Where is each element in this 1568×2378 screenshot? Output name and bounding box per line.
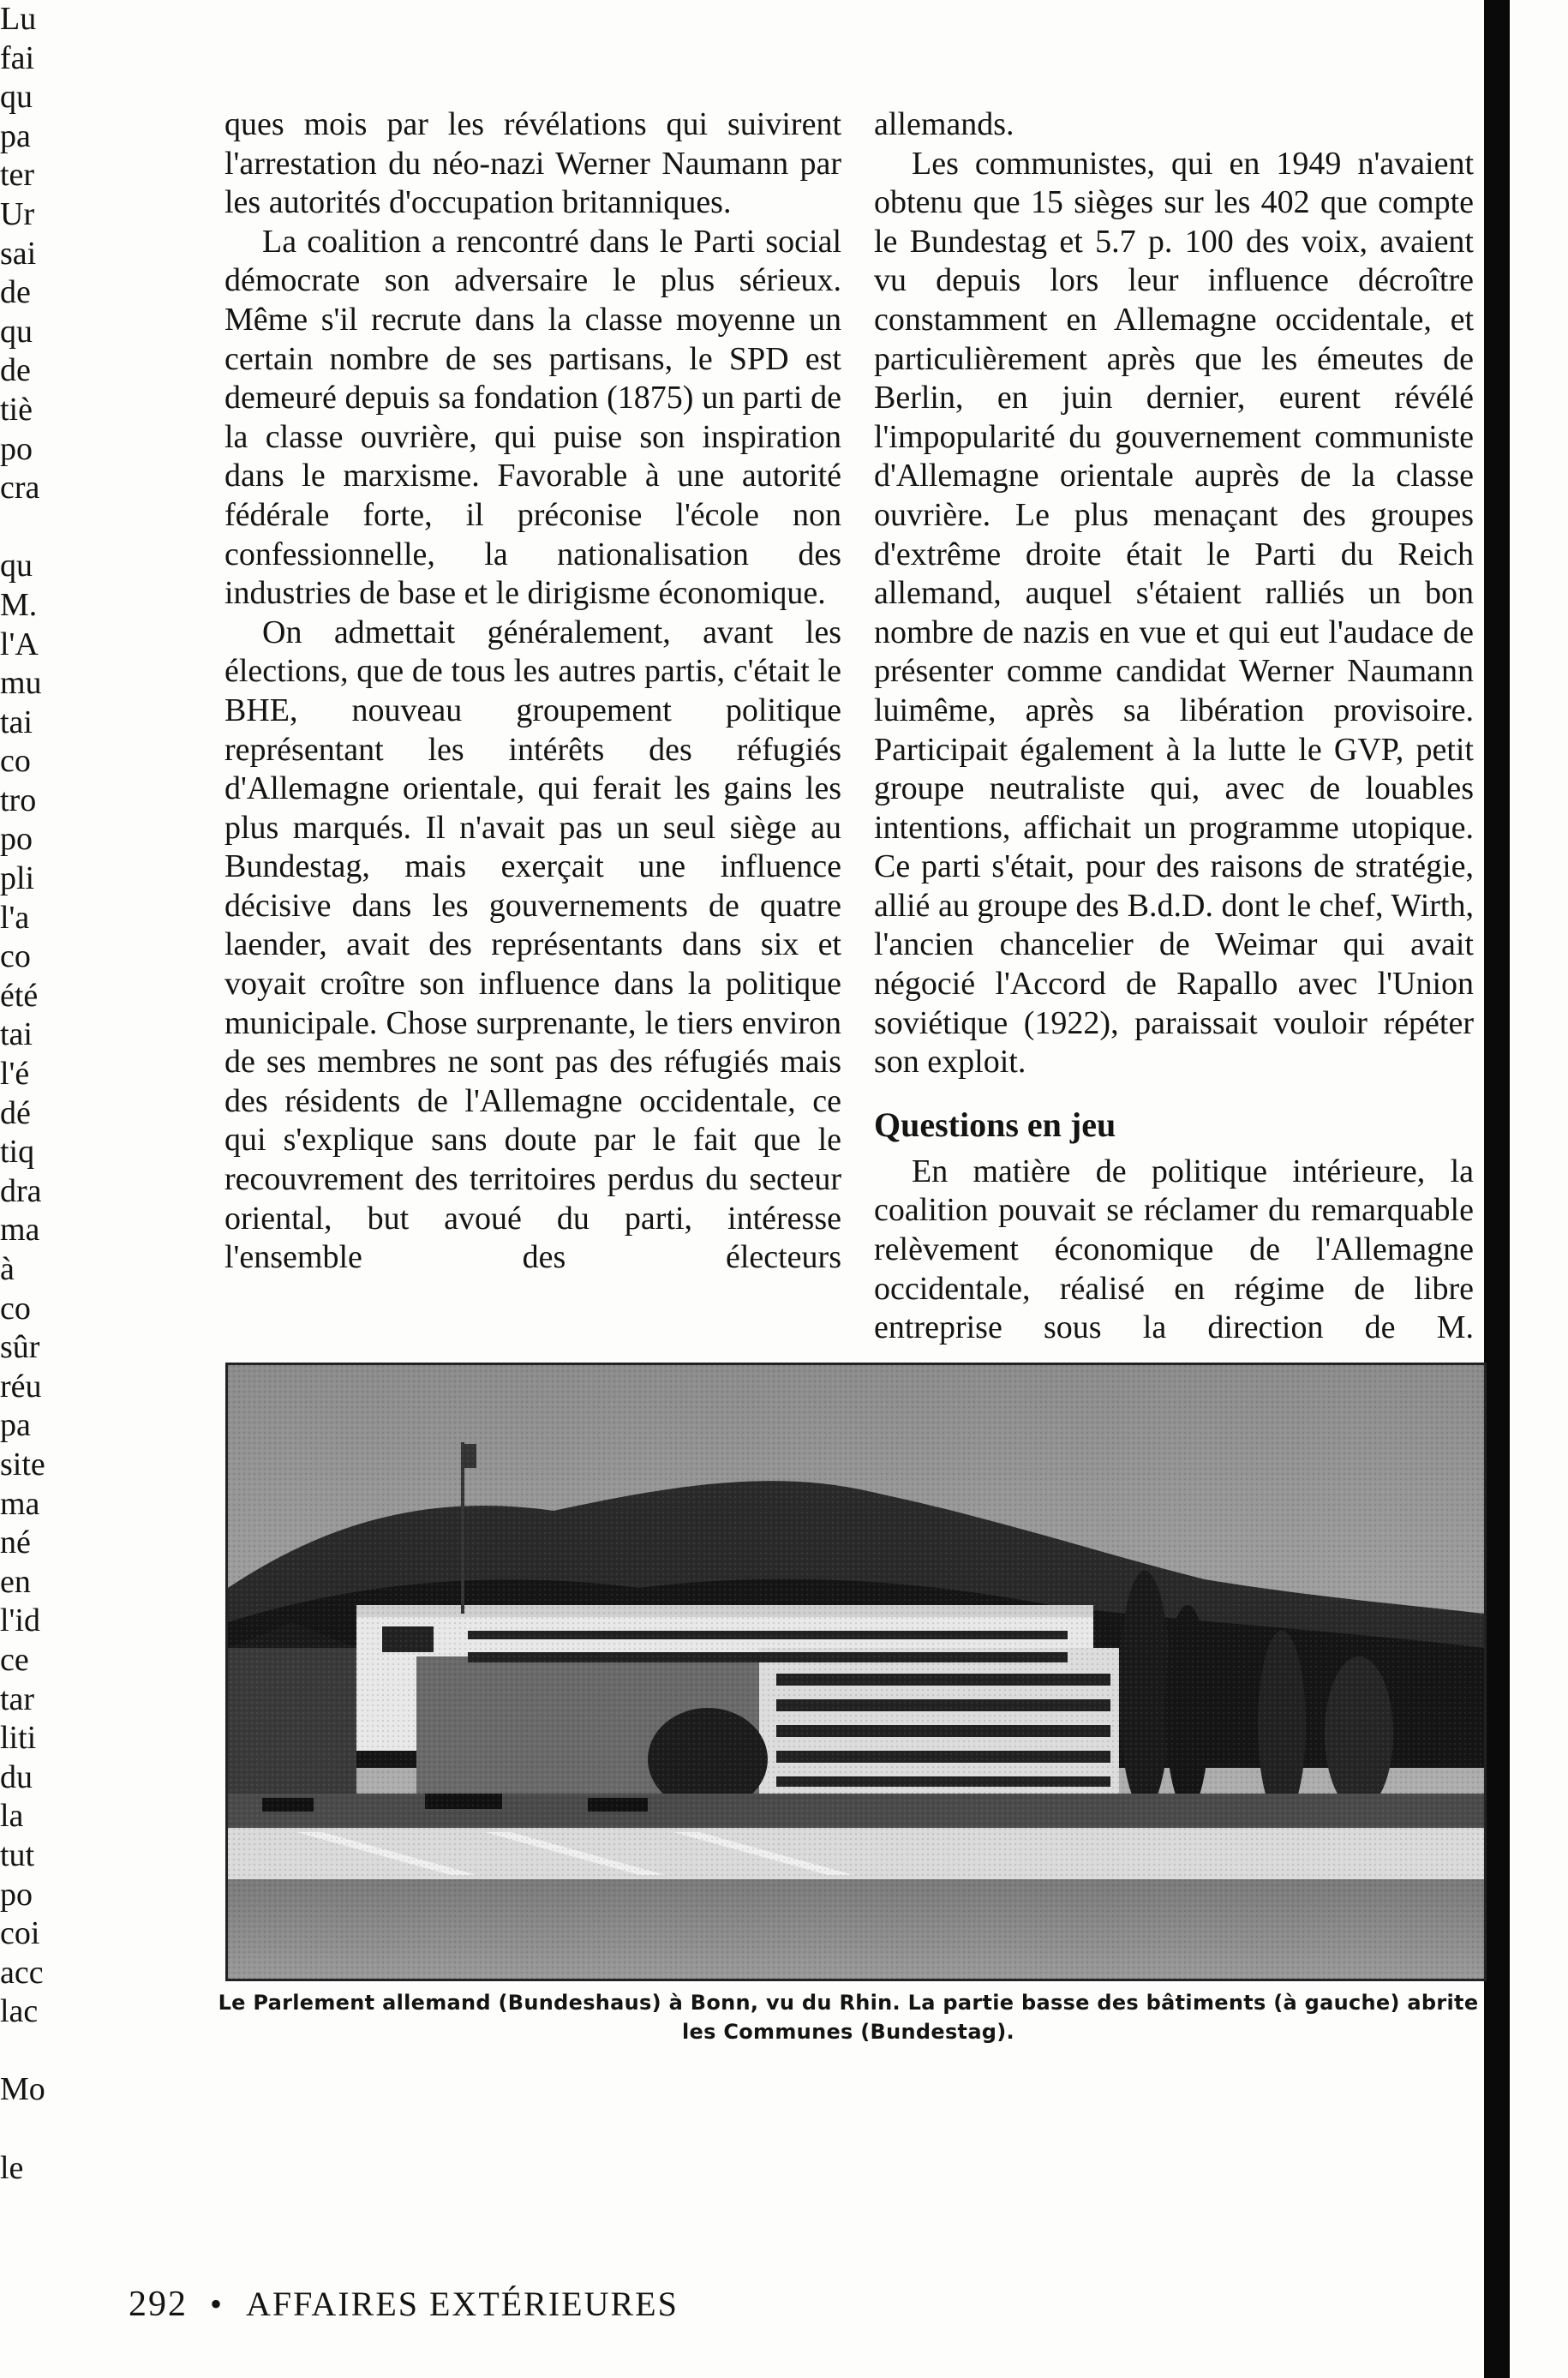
cropped-line-fragment: tar — [0, 1680, 35, 1717]
photo-caption: Le Parlement allemand (Bundeshaus) à Bonn, vu du Rhin. La partie basse des bâtiments (à gauche) abrite les Communes (Bundestag). — [218, 1991, 1479, 2044]
cropped-line-fragment: tai — [0, 1016, 33, 1053]
paragraph: En matière de politique intérieure, la coalition pouvait se réclamer du remarquable relèvement économique de l'Allemagne occidentale, réalisé en régime de libre entreprise sous la direction de M. — [874, 1153, 1474, 1346]
cropped-line-fragment: cra — [0, 470, 40, 506]
paragraph: La coalition a rencontré dans le Parti social démocrate son adversaire le plus sérieux. Même s'il recrute dans la classe moyenne un certain nombre de ses partisans, le SPD est demeuré depuis sa fondation (1875) un parti de la classe ouvrière, qui puise son inspiration dans le marxisme. Favorable à une autorité fédérale forte, il préconise l'école non confessionnelle, la nationalisation des industries de base et le dirigisme économique. — [224, 223, 841, 612]
page-footer — [129, 2284, 679, 2325]
paragraph: On admettait généralement, avant les élections, que de tous les autres partis, c'était le BHE, nouveau groupement politique représentant les intérêts des réfugiés d'Allemagne orientale, qui ferait les gains les plus marqués. Il n'avait pas un seul siège au Bundestag, mais exerçait une influence décisive dans les gouvernements de quatre laender, avait des représentants dans six et voyait croître son influence dans la politique municipale. Chose surprenante, le tiers environ de ses membres ne sont pas des réfugiés mais des résidents de l'Allemagne occidentale, ce qui s'explique sans doute par le fait que le recouvrement des territoires perdus du secteur oriental, but avoué du parti, intéresse l'ensemble des électeurs — [224, 614, 841, 1276]
cropped-line-fragment: l'é — [0, 1056, 30, 1093]
cropped-line-fragment — [0, 2032, 17, 2071]
cropped-line-fragment: liti — [0, 1720, 37, 1757]
cropped-line-fragment: ma — [0, 1212, 40, 1249]
cropped-line-fragment: mu — [0, 665, 42, 702]
cropped-line-fragment: été — [0, 977, 39, 1014]
cropped-line-fragment: l'A — [0, 626, 39, 662]
cropped-line-fragment: sai — [0, 235, 37, 272]
cropped-line-fragment: l'id — [0, 1602, 40, 1639]
cropped-line-fragment: coi — [0, 1915, 40, 1952]
bundeshaus-photo — [225, 1363, 1487, 1981]
cropped-line-fragment: pli — [0, 860, 35, 897]
cropped-line-fragment: po — [0, 1876, 33, 1913]
cropped-line-fragment: du — [0, 1758, 33, 1795]
paragraph: Les communistes, qui en 1949 n'avaient obtenu que 15 sièges sur les 402 que compte le Bundestag et 5.7 p. 100 des voix, avaient vu depuis lors leur influence décroître constamment en Allemagne occidentale, et particulièrement après que les émeutes de Berlin, en juin dernier, eurent révélé l'impopularité du gouvernement communiste d'Allemagne orientale auprès de la classe ouvrière. Le plus menaçant des groupes d'extrême droite était le Parti du Reich allemand, auquel s'étaient ralliés un bon nombre de nazis en vue et qui eut l'audace de présenter comme candidat Werner Naumann luimême, après sa libération provisoire. Participait également à la lutte le GVP, petit groupe neutraliste qui, avec de louables intentions, affichait un programme utopique. Ce parti s'était, pour des raisons de stratégie, allié au groupe des B.d.D. dont le chef, Wirth, l'ancien chancelier de Weimar qui avait négocié l'Accord de Rapallo avec l'Union soviétique (1922), paraissait vouloir répéter son exploit. — [874, 145, 1474, 1081]
middle-text-column — [874, 105, 1474, 1348]
cropped-line-fragment: tai — [0, 704, 33, 740]
cropped-line-fragment: tro — [0, 782, 37, 818]
cropped-line-fragment: tiq — [0, 1134, 35, 1171]
paragraph: allemands. — [874, 106, 1014, 142]
cropped-line-fragment: ma — [0, 1485, 40, 1522]
cropped-line-fragment: po — [0, 430, 33, 467]
cropped-line-fragment: lac — [0, 1993, 39, 2030]
cropped-line-fragment: co — [0, 743, 31, 780]
cropped-line-fragment: acc — [0, 1954, 44, 1991]
cropped-line-fragment: l'a — [0, 899, 30, 936]
cropped-line-fragment: Mo — [0, 2071, 45, 2108]
cropped-line-fragment: tut — [0, 1836, 35, 1873]
cropped-line-fragment: Ur — [0, 195, 35, 232]
cropped-line-fragment: qu — [0, 79, 33, 116]
cropped-line-fragment: né — [0, 1524, 31, 1561]
cropped-line-fragment: ce — [0, 1641, 29, 1678]
left-text-column — [224, 105, 841, 1278]
cropped-line-fragment: pa — [0, 117, 31, 154]
cropped-line-fragment: le — [0, 2149, 24, 2186]
cropped-line-fragment: réu — [0, 1368, 42, 1405]
cropped-line-fragment: Lu — [0, 1, 37, 37]
footer-separator: • — [210, 2285, 224, 2323]
cropped-line-fragment: pa — [0, 1407, 31, 1444]
cropped-line-fragment: ter — [0, 157, 35, 194]
cropped-line-fragment: co — [0, 1290, 31, 1327]
cropped-line-fragment — [0, 508, 17, 548]
cropped-line-fragment: à — [0, 1251, 15, 1287]
paragraph: ques mois par les révélations qui suivirent l'arrestation du néo-nazi Werner Naumann par les autorités d'occupation britanniques. — [224, 106, 841, 221]
cropped-line-fragment: la — [0, 1798, 24, 1835]
cropped-line-fragment — [0, 2110, 17, 2149]
page-number: 292 — [129, 2285, 188, 2324]
section-heading: Questions en jeu — [874, 1105, 1116, 1144]
cropped-line-fragment: po — [0, 821, 33, 858]
cropped-line-fragment: dé — [0, 1094, 31, 1131]
cropped-line-fragment: co — [0, 938, 31, 975]
publication-title: AFFAIRES EXTÉRIEURES — [246, 2285, 679, 2323]
cropped-line-fragment: tiè — [0, 391, 33, 428]
cropped-line-fragment: de — [0, 352, 31, 389]
cropped-line-fragment: M. — [0, 586, 38, 623]
right-text-column-cropped — [0, 0, 45, 2188]
cropped-line-fragment: qu — [0, 548, 33, 584]
cropped-line-fragment: fai — [0, 39, 35, 76]
cropped-line-fragment: sûr — [0, 1329, 40, 1366]
cropped-line-fragment: de — [0, 274, 31, 311]
cropped-line-fragment: site — [0, 1446, 45, 1483]
cropped-line-fragment: dra — [0, 1172, 42, 1209]
cropped-line-fragment: qu — [0, 313, 33, 350]
cropped-line-fragment: en — [0, 1563, 31, 1600]
